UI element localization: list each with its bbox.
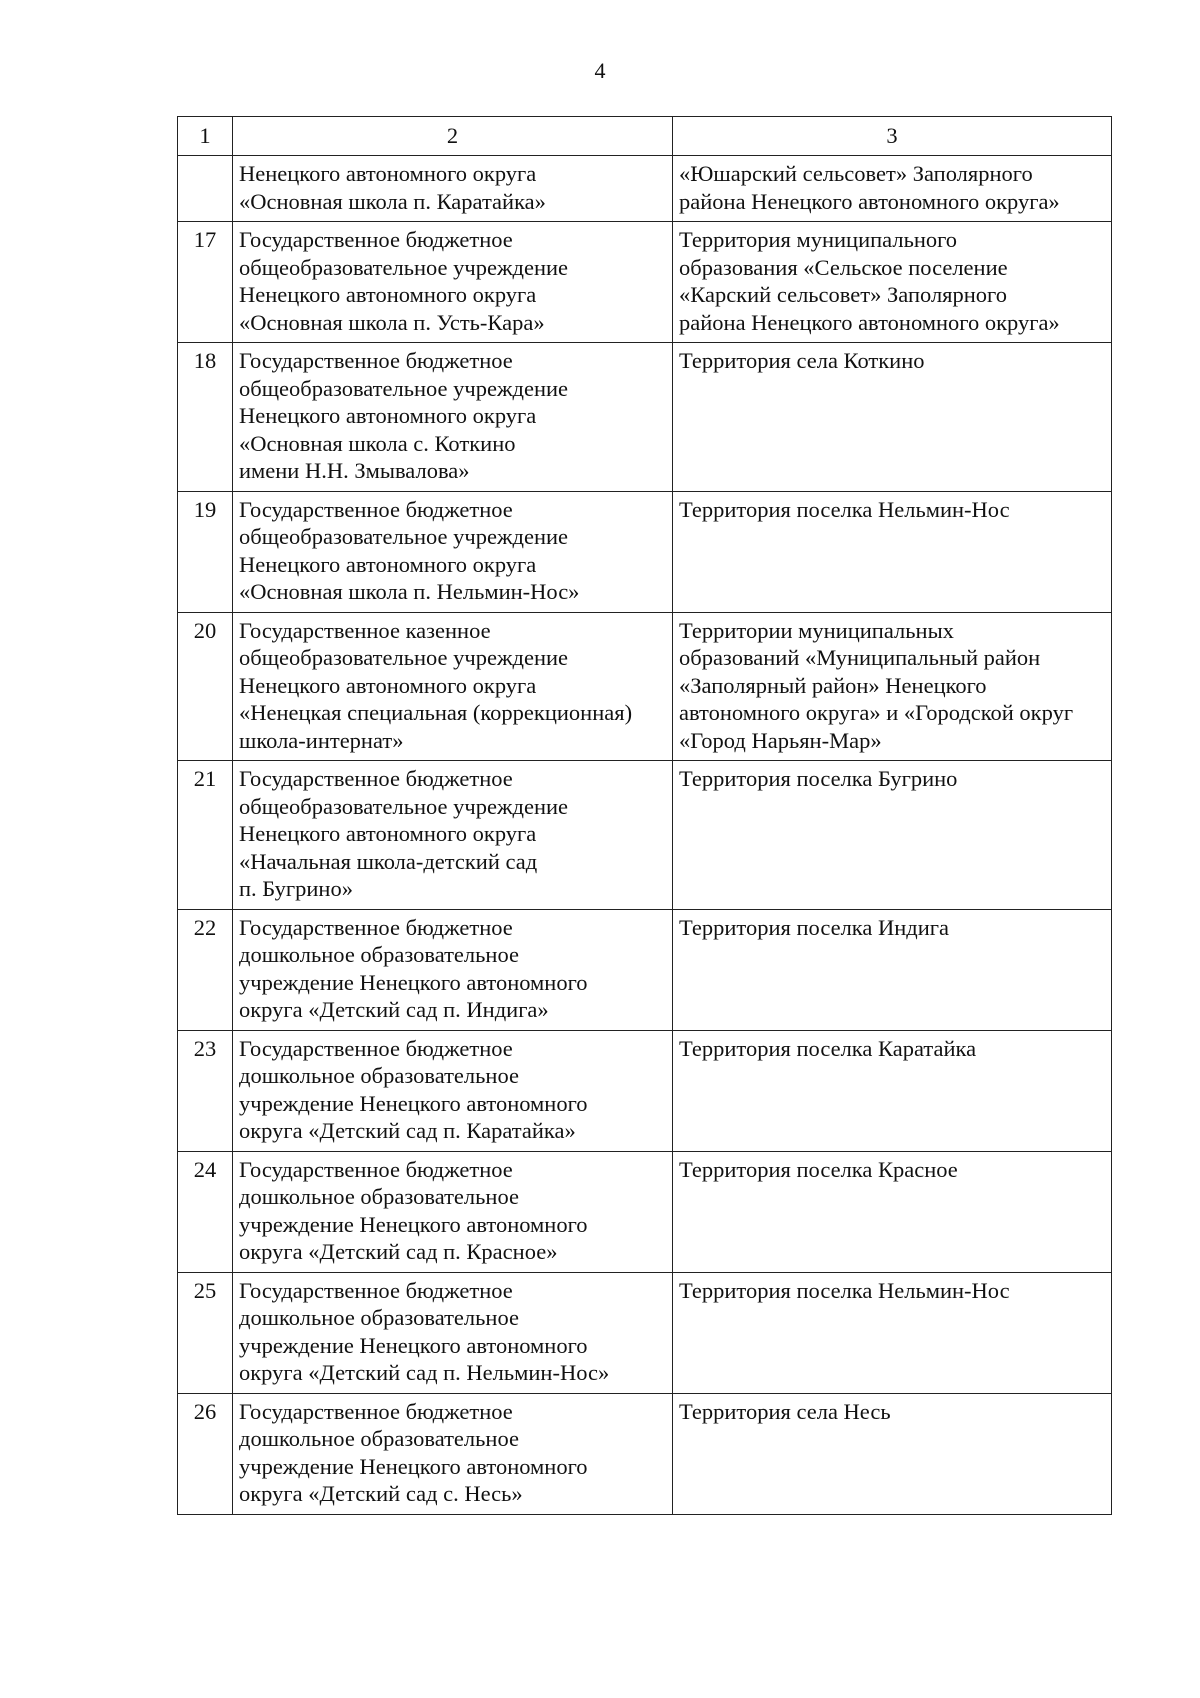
institution-line: округа «Детский сад п. Нельмин-Нос» (239, 1360, 610, 1385)
institution-cell (233, 156, 673, 222)
institution-line: п. Бугрино» (239, 876, 353, 901)
institution-line: Государственное бюджетное (239, 766, 513, 791)
institution-line: дошкольное образовательное (239, 1184, 519, 1209)
territory-cell (673, 1151, 1112, 1272)
table-row (178, 156, 1112, 222)
territory-line: «Город Нарьян-Мар» (679, 727, 882, 753)
institution-line: имени Н.Н. Змывалова» (239, 458, 470, 483)
row-number-cell: 20 (178, 612, 233, 761)
page-number: 4 (594, 58, 606, 83)
territory-line: Территории муниципальных (679, 617, 954, 643)
row-number-cell: 17 (178, 222, 233, 343)
institution-line: округа «Детский сад п. Красное» (239, 1239, 558, 1264)
row-number-cell (178, 156, 233, 222)
institution-line: «Начальная школа-детский сад (239, 848, 538, 874)
institution-line: округа «Детский сад п. Каратайка» (239, 1118, 576, 1143)
table-row (178, 909, 1112, 1030)
row-number-cell: 24 (178, 1151, 233, 1272)
table-row (178, 1272, 1112, 1393)
institution-line: общеобразовательное учреждение (239, 524, 569, 549)
institution-cell (233, 222, 673, 343)
territory-line: Территория поселка Красное (679, 1156, 958, 1182)
institution-line: школа-интернат» (239, 727, 404, 753)
institution-line: учреждение Ненецкого автономного (239, 969, 588, 995)
institution-line: дошкольное образовательное (239, 1063, 519, 1088)
institution-line: Государственное бюджетное (239, 1277, 513, 1303)
institution-cell (233, 909, 673, 1030)
institution-line: дошкольное образовательное (239, 1426, 519, 1451)
institution-line: Государственное бюджетное (239, 1035, 513, 1061)
territory-line: «Юшарский сельсовет» Заполярного (679, 161, 1033, 186)
table-row (178, 222, 1112, 343)
institution-cell (233, 343, 673, 492)
territory-cell (673, 1030, 1112, 1151)
institution-line: «Основная школа с. Коткино (239, 430, 516, 456)
institution-line: «Основная школа п. Каратайка» (239, 188, 546, 214)
institution-line: учреждение Ненецкого автономного (239, 1090, 588, 1116)
territory-line: «Заполярный район» Ненецкого (679, 672, 987, 698)
institution-line: округа «Детский сад п. Индига» (239, 997, 549, 1022)
territory-line: образований «Муниципальный район (679, 645, 1041, 670)
table-header-row (178, 117, 1112, 156)
institution-line: общеобразовательное учреждение (239, 793, 569, 819)
row-number-cell: 22 (178, 909, 233, 1030)
territory-cell (673, 1393, 1112, 1514)
territory-line: Территория поселка Индига (679, 914, 949, 940)
territory-line: района Ненецкого автономного округа» (679, 309, 1060, 335)
territory-line: Территория муниципального (679, 227, 958, 252)
table-row (178, 612, 1112, 761)
institution-cell (233, 491, 673, 612)
territory-line: Территория поселка Нельмин-Нос (679, 1277, 1010, 1303)
table-row (178, 761, 1112, 910)
row-number-cell: 23 (178, 1030, 233, 1151)
institution-line: учреждение Ненецкого автономного (239, 1211, 588, 1237)
row-number-cell: 21 (178, 761, 233, 910)
institution-line: Государственное бюджетное (239, 1398, 513, 1424)
institution-line: учреждение Ненецкого автономного (239, 1453, 588, 1479)
territory-line: «Карский сельсовет» Заполярного (679, 282, 1007, 307)
institution-cell (233, 1151, 673, 1272)
institution-cell (233, 1272, 673, 1393)
territory-cell (673, 491, 1112, 612)
territory-cell (673, 156, 1112, 222)
table-row (178, 1151, 1112, 1272)
territory-line: Территория поселка Каратайка (679, 1035, 977, 1061)
institution-line: «Основная школа п. Нельмин-Нос» (239, 579, 580, 604)
institution-line: Государственное бюджетное (239, 496, 513, 522)
institution-line: общеобразовательное учреждение (239, 645, 569, 670)
institution-line: Ненецкого автономного округа (239, 821, 537, 846)
territory-cell (673, 612, 1112, 761)
row-number-cell: 26 (178, 1393, 233, 1514)
column-header-number: 1 (178, 117, 233, 156)
institution-line: Ненецкого автономного округа (239, 161, 537, 186)
table-body (178, 117, 1112, 1515)
row-number-cell: 19 (178, 491, 233, 612)
institution-line: «Основная школа п. Усть-Кара» (239, 309, 545, 335)
institution-line: Государственное бюджетное (239, 1156, 513, 1182)
territory-line: Территория поселка Бугрино (679, 766, 958, 791)
institution-line: Ненецкого автономного округа (239, 672, 537, 698)
territory-line: автономного округа» и «Городской округ (679, 700, 1074, 725)
institution-cell (233, 761, 673, 910)
territory-line: Территория поселка Нельмин-Нос (679, 496, 1010, 522)
territory-line: Территория села Коткино (679, 348, 925, 373)
institution-cell (233, 1393, 673, 1514)
institution-cell (233, 1030, 673, 1151)
institution-cell (233, 612, 673, 761)
table-row (178, 343, 1112, 492)
institution-line: общеобразовательное учреждение (239, 254, 569, 280)
table-row (178, 1030, 1112, 1151)
row-number-cell: 18 (178, 343, 233, 492)
territory-cell (673, 1272, 1112, 1393)
territory-cell (673, 222, 1112, 343)
institution-line: «Ненецкая специальная (коррекционная) (239, 700, 633, 725)
institution-line: Государственное бюджетное (239, 227, 513, 252)
territory-cell (673, 343, 1112, 492)
territory-line: района Ненецкого автономного округа» (679, 188, 1060, 214)
column-header-institution: 2 (233, 117, 673, 156)
institution-line: Государственное бюджетное (239, 348, 513, 373)
table-row (178, 491, 1112, 612)
institution-line: округа «Детский сад с. Несь» (239, 1481, 523, 1506)
institution-line: общеобразовательное учреждение (239, 375, 569, 401)
column-header-territory: 3 (673, 117, 1112, 156)
territory-line: образования «Сельское поселение (679, 254, 1008, 280)
institution-line: Ненецкого автономного округа (239, 403, 537, 428)
institution-line: Ненецкого автономного округа (239, 551, 537, 577)
institutions-table (177, 116, 1112, 1515)
institution-line: Ненецкого автономного округа (239, 282, 537, 307)
institution-line: дошкольное образовательное (239, 1305, 519, 1330)
institution-line: учреждение Ненецкого автономного (239, 1332, 588, 1358)
institution-line: Государственное бюджетное (239, 914, 513, 940)
row-number-cell: 25 (178, 1272, 233, 1393)
territory-cell (673, 909, 1112, 1030)
institution-line: дошкольное образовательное (239, 942, 519, 967)
territory-line: Территория села Несь (679, 1398, 891, 1424)
table-row (178, 1393, 1112, 1514)
institution-line: Государственное казенное (239, 617, 491, 643)
territory-cell (673, 761, 1112, 910)
